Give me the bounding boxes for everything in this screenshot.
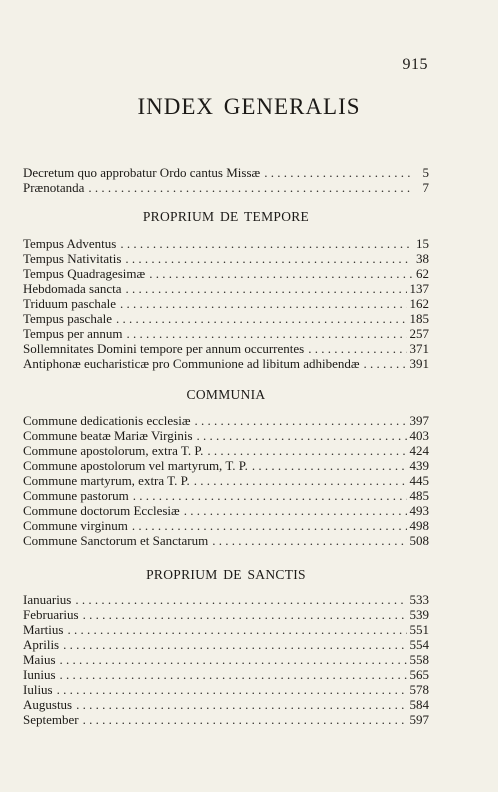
index-entry <box>23 533 429 548</box>
section-entries <box>23 236 429 371</box>
dot-leader <box>125 251 412 266</box>
entry-page: 498 <box>409 518 429 533</box>
index-entry <box>23 503 429 518</box>
entry-label: Commune apostolorum vel martyrum, T. P. <box>23 458 248 473</box>
dot-leader <box>207 443 406 458</box>
entry-page: 558 <box>409 652 429 667</box>
dot-leader <box>120 296 406 311</box>
index-entry <box>23 341 429 356</box>
entry-page: 584 <box>409 697 429 712</box>
entry-label: Commune apostolorum, extra T. P. <box>23 443 204 458</box>
entry-label: Commune doctorum Ecclesiæ <box>23 503 180 518</box>
index-entry <box>23 356 429 371</box>
entry-label: Commune martyrum, extra T. P. <box>23 473 190 488</box>
entry-label: Antiphonæ eucharisticæ pro Communione ad libitum adhibendæ <box>23 356 360 371</box>
dot-leader <box>63 637 406 652</box>
entry-label: September <box>23 712 79 727</box>
entry-label: Tempus Quadragesimæ <box>23 266 146 281</box>
section-entries <box>23 413 429 548</box>
entry-page: 533 <box>409 592 429 607</box>
entry-label: Commune pastorum <box>23 488 129 503</box>
dot-leader <box>197 428 407 443</box>
entry-page: 424 <box>409 443 429 458</box>
dot-leader <box>60 667 407 682</box>
entry-page: 257 <box>409 326 429 341</box>
entry-label: Sollemnitates Domini tempore per annum occurrentes <box>23 341 305 356</box>
entry-label: Tempus per annum <box>23 326 123 341</box>
page-title: INDEX GENERALIS <box>137 94 361 119</box>
section-proprium-de-sanctis <box>23 566 429 584</box>
entry-label: Decretum quo approbatur Ordo cantus Missæ <box>23 165 261 180</box>
entry-label: Commune beatæ Mariæ Virginis <box>23 428 193 443</box>
entry-page: 15 <box>416 236 429 251</box>
dot-leader <box>83 712 407 727</box>
dot-leader <box>195 413 407 428</box>
index-entry <box>23 281 429 296</box>
dot-leader <box>126 281 407 296</box>
dot-leader <box>57 682 407 697</box>
page-number: 915 <box>402 56 428 73</box>
entry-label: Triduum paschale <box>23 296 117 311</box>
entry-page: 371 <box>409 341 429 356</box>
dot-leader <box>133 488 407 503</box>
index-entry <box>23 413 429 428</box>
entry-page: 439 <box>409 458 429 473</box>
entry-page: 7 <box>422 180 429 195</box>
entry-label: Tempus paschale <box>23 311 112 326</box>
entry-page: 397 <box>409 413 429 428</box>
dot-leader <box>194 473 407 488</box>
section-communia <box>23 386 429 404</box>
dot-leader <box>75 592 406 607</box>
entry-page: 38 <box>416 251 429 266</box>
dot-leader <box>364 356 407 371</box>
front-matter-list <box>23 165 429 195</box>
entry-page: 508 <box>409 533 429 548</box>
entry-page: 565 <box>409 667 429 682</box>
index-entry <box>23 607 429 622</box>
index-entry <box>23 592 429 607</box>
index-entry <box>23 682 429 697</box>
index-entry <box>23 637 429 652</box>
dot-leader <box>88 180 412 195</box>
index-entry <box>23 428 429 443</box>
entry-label: Prænotanda <box>23 180 85 195</box>
index-entry <box>23 326 429 341</box>
index-entry <box>23 180 429 195</box>
index-entry <box>23 488 429 503</box>
section-heading: PROPRIUM DE SANCTIS <box>146 567 306 582</box>
index-entry <box>23 296 429 311</box>
index-entry <box>23 652 429 667</box>
dot-leader <box>76 697 406 712</box>
entry-label: Aprilis <box>23 637 60 652</box>
entry-label: Maius <box>23 652 56 667</box>
entry-page: 485 <box>409 488 429 503</box>
entry-label: Augustus <box>23 697 73 712</box>
entry-label: Commune dedicationis ecclesiæ <box>23 413 191 428</box>
index-entry <box>23 236 429 251</box>
entry-label: Commune Sanctorum et Sanctarum <box>23 533 209 548</box>
entry-label: Martius <box>23 622 64 637</box>
index-entry <box>23 443 429 458</box>
entry-page: 551 <box>409 622 429 637</box>
entry-page: 493 <box>409 503 429 518</box>
entry-page: 403 <box>409 428 429 443</box>
entry-page: 539 <box>409 607 429 622</box>
index-entry <box>23 667 429 682</box>
entry-page: 391 <box>409 356 429 371</box>
section-proprium-de-tempore <box>23 208 429 226</box>
dot-leader <box>60 652 407 667</box>
index-entry <box>23 712 429 727</box>
entry-page: 445 <box>409 473 429 488</box>
dot-leader <box>252 458 407 473</box>
entry-label: Iunius <box>23 667 56 682</box>
entry-page: 62 <box>416 266 429 281</box>
entry-page: 137 <box>409 281 429 296</box>
index-entry <box>23 518 429 533</box>
entry-label: Iulius <box>23 682 53 697</box>
entry-page: 554 <box>409 637 429 652</box>
entry-label: Commune virginum <box>23 518 128 533</box>
entry-page: 578 <box>409 682 429 697</box>
dot-leader <box>120 236 412 251</box>
entry-page: 162 <box>409 296 429 311</box>
index-entry <box>23 311 429 326</box>
dot-leader <box>212 533 406 548</box>
section-heading: PROPRIUM DE TEMPORE <box>142 209 310 224</box>
index-entry <box>23 697 429 712</box>
index-entry <box>23 165 429 180</box>
dot-leader <box>149 266 412 281</box>
dot-leader <box>67 622 406 637</box>
dot-leader <box>184 503 407 518</box>
section-entries <box>23 592 429 727</box>
index-entry <box>23 622 429 637</box>
entry-label: Februarius <box>23 607 79 622</box>
index-entry <box>23 473 429 488</box>
dot-leader <box>126 326 406 341</box>
index-entry <box>23 266 429 281</box>
dot-leader <box>116 311 407 326</box>
entry-label: Tempus Nativitatis <box>23 251 122 266</box>
dot-leader <box>83 607 407 622</box>
section-heading: COMMUNIA <box>186 387 266 402</box>
dot-leader <box>132 518 407 533</box>
entry-label: Hebdomada sancta <box>23 281 122 296</box>
entry-page: 5 <box>422 165 429 180</box>
dot-leader <box>308 341 406 356</box>
entry-page: 185 <box>409 311 429 326</box>
entry-label: Ianuarius <box>23 592 72 607</box>
entry-page: 597 <box>409 712 429 727</box>
entry-label: Tempus Adventus <box>23 236 117 251</box>
dot-leader <box>264 165 412 180</box>
index-entry <box>23 458 429 473</box>
index-entry <box>23 251 429 266</box>
